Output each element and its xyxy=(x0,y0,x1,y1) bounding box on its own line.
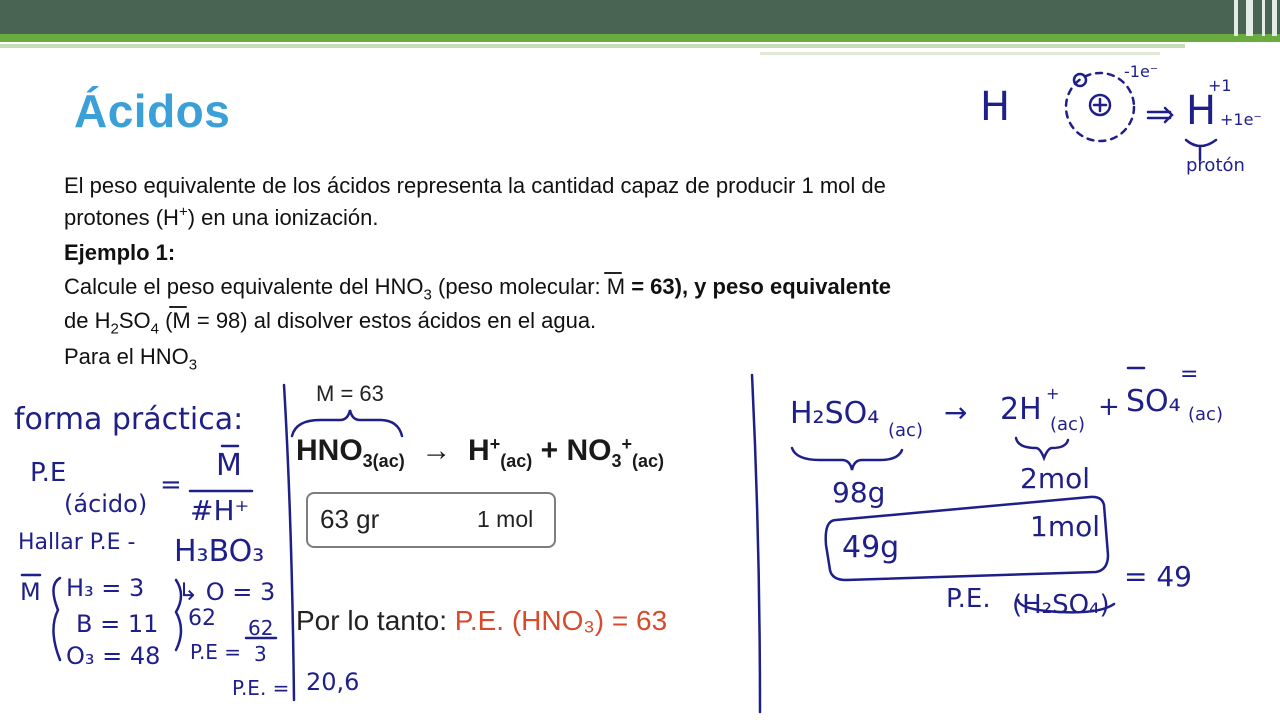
hand-2mol: 2mol xyxy=(1020,462,1090,495)
hand-b11: B = 11 xyxy=(76,610,159,638)
hand-pe-h2so4-paren: (H₂SO₄) xyxy=(1012,590,1110,620)
definition-line-2: protones (H+) en una ionización. xyxy=(64,203,379,230)
hand-pe-result: 20,6 xyxy=(306,668,360,696)
hand-h3: H₃ = 3 xyxy=(66,574,145,602)
hand-so4-sub: (ac) xyxy=(1188,404,1223,425)
hand-pe-h2so4-val: = 49 xyxy=(1124,560,1192,593)
hand-2h-sup: + xyxy=(1046,384,1060,403)
hand-h2so4: H₂SO₄ xyxy=(790,396,880,431)
molecular-weight-label: M = 63 xyxy=(316,381,384,406)
hand-arrow: → xyxy=(944,396,968,429)
hand-sum62: 62 xyxy=(188,606,216,631)
hand-plus: + xyxy=(1098,392,1120,422)
hand-plus1: +1 xyxy=(1208,76,1232,95)
hand-1mol: 1mol xyxy=(1030,510,1100,543)
box-mol: 1 mol xyxy=(477,506,534,532)
hand-pe-frac-label: P.E = xyxy=(190,640,242,664)
hand-proton: protón xyxy=(1186,155,1245,176)
hand-pe-frac-den: 3 xyxy=(254,642,267,666)
hand-98g: 98g xyxy=(832,476,886,509)
hand-so4: SO₄ xyxy=(1126,384,1181,419)
hno3-dissociation-equation: $HNO_{3(ac)} \to H^+_{(ac)} + NO_3^+_{(ac)}$ xyxy=(296,434,665,471)
hand-49g: 49g xyxy=(842,530,900,565)
arrow-icon: → xyxy=(421,434,452,467)
para-hno3-label: Para el $HNO_3$ xyxy=(64,344,198,374)
hand-2h: 2H xyxy=(1000,392,1042,427)
hand-h-ion: H xyxy=(1186,88,1217,134)
hand-pe-result-label: P.E. = xyxy=(232,676,290,700)
box-grams: 63 gr xyxy=(320,504,380,534)
hand-minus-1e: -1e⁻ xyxy=(1124,62,1159,81)
hand-equals: = xyxy=(160,470,182,500)
hand-fraction-num: M xyxy=(216,448,242,483)
hand-m-bar: M xyxy=(20,578,41,606)
example-text-line-2: de $H_2SO_4$ (M = 98) al disolver estos ácidos en el agua. xyxy=(64,308,597,338)
hand-plus-1e: +1e⁻ xyxy=(1220,110,1262,129)
conclusion: Por lo tanto: P.E. (HNO₃) = 63 xyxy=(296,605,668,636)
hand-fraction-den: #H⁺ xyxy=(190,494,250,527)
hand-so4-sup: = xyxy=(1180,362,1199,387)
example-heading: Ejemplo 1: xyxy=(64,240,176,265)
hand-acido: (ácido) xyxy=(64,490,148,518)
slide-title: Ácidos xyxy=(74,85,231,137)
hand-2h-sub: (ac) xyxy=(1050,414,1085,435)
hand-hallar: Hallar P.E - xyxy=(18,530,136,555)
hand-h-atom: H xyxy=(980,84,1011,130)
hand-pe-h2so4: P.E. xyxy=(946,584,991,614)
hand-pe: P.E xyxy=(30,458,67,488)
example-text-line-1: Calcule el peso equivalente del $HNO_3$ (peso molecular: M = 63), y peso equivalente xyxy=(64,274,892,304)
hand-h3bo3: H₃BO₃ xyxy=(174,534,265,569)
hand-o-eq3: ↳ O = 3 xyxy=(178,578,276,606)
hand-o3: O₃ = 48 xyxy=(66,642,161,670)
hand-forma-practica: forma práctica: xyxy=(14,402,244,437)
hand-h2so4-sub: (ac) xyxy=(888,420,923,441)
definition-line-1: El peso equivalente de los ácidos representa la cantidad capaz de producir 1 mol de xyxy=(64,173,886,198)
hand-pe-frac-num: 62 xyxy=(248,616,274,640)
